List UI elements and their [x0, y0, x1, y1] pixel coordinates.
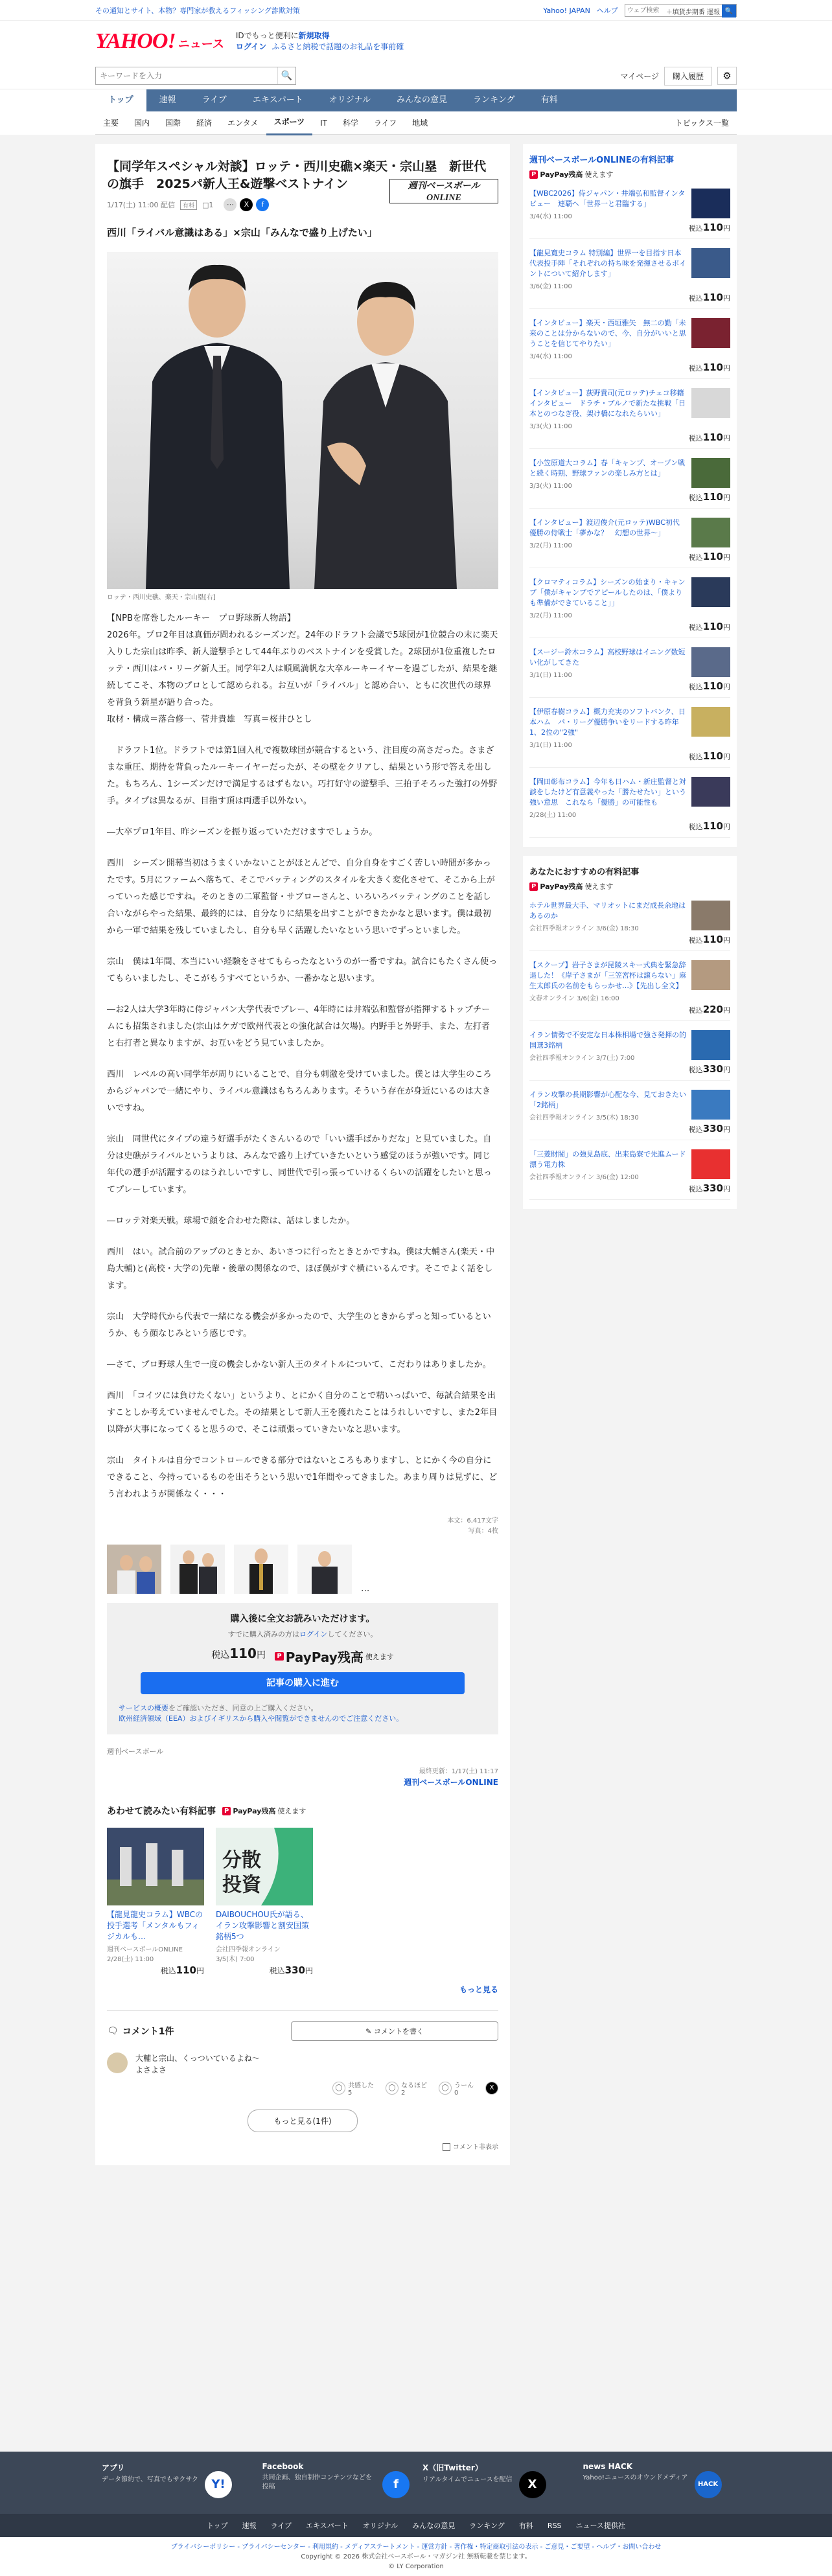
share-icon[interactable]: ⋯	[224, 198, 237, 211]
paragraph: 【NPBを席巻したルーキー プロ野球新人物語】	[107, 614, 296, 623]
x-share-icon[interactable]: X	[240, 198, 253, 211]
recommended-paid-articles: あなたにおすすめの有料記事 P PayPay残高 使えます ホテル世界最大手、マリオットにまだ成長余地はあるのか 会社四季報オンライン 3/6(金) 18:30 税込110円 【スクープ】岩子さまが昆陵スキー式典を緊急辞退した！《岸子さまが「三笠宮杯は譲らない」麻生太郎氏の名前をもらっかせ…》【先出し全文】 文春オンライン 3/6(金) 16:00 税込220円 イラン情勢で不安定な日本株相場で強さ発揮の的国選3銘柄 会社四季報オンライン 3/7(土) 7:00 税込330円 イラン攻撃の長期影響が心配な今、見ておきたい「2銘柄」 会社四季報オンライン 3/5(木) 18:30 税込330円 「三菱財閥」の強見島底、出来島寮で先進ムード漂う電力株 会社四季報オンライン 3/6(金) 12:00 税込330円	[523, 856, 737, 1209]
newshack-icon: HACK	[695, 2471, 722, 2498]
hmm-button[interactable]: ◯ うーん 0	[439, 2080, 474, 2097]
insightful-button[interactable]: ◯ なるほど 2	[386, 2080, 427, 2097]
tab-top[interactable]: トップ	[95, 89, 146, 111]
more-related-link[interactable]: もっと見る	[459, 1985, 498, 1994]
copyright: Copyright © 2026 株式会社ベースボール・マガジン社 無断転載を禁じます。	[301, 2553, 531, 2560]
top-bar	[0, 0, 832, 21]
id-promo: IDでもっと便利に	[235, 31, 299, 40]
lightbulb-icon: ◯	[386, 2082, 399, 2095]
login-link[interactable]: ログイン	[299, 1630, 328, 1639]
source-credit: 週刊ベースボール	[107, 1747, 164, 1756]
photo-thumbnail[interactable]	[107, 1545, 161, 1594]
corporation: © LY Corporation	[388, 2563, 444, 2570]
sidebar-heading: あなたにおすすめの有料記事	[529, 868, 640, 877]
paypay-icon: P	[222, 1807, 231, 1815]
subtab-domestic[interactable]: 国内	[134, 118, 150, 128]
paragraph: ドラフト1位。ドラフトでは第1回入札で複数球団が競合するという、注目度の高さだった。さまざまな重圧、期待を背負ったルーキーイヤーだったが、その壁をクリアし、結果という形で答えを出した。もちろん、1シーズンだけで満足するはずもない。巧打好守の遊撃手、三拍子そろった強打の外野手。タイプは異なるが、目指す頂は両選手以外ない。	[107, 746, 498, 806]
comments-section	[107, 2010, 498, 2151]
last-updated: 最終更新：1/17(土) 11:17	[419, 1768, 498, 1775]
related-paid-articles: あわせて読みたい有料記事 P PayPay残高 使えます 【龍見龍史コラム】WBCの投手選考「メンタルもフィジカルも… 週刊ベースボールONLINE 2/28(土) 11:00 税込110円 分散 投資 DAIBOUCHOU氏が語る、イラン攻撃影響と割安国策銘柄5つ 会社四季報オンライン 3/5(木) 7:00 税込330円 もっと見る	[107, 1804, 498, 1995]
site-footer	[0, 2452, 832, 2576]
photo-thumbnail[interactable]	[234, 1545, 288, 1594]
service-overview-link[interactable]: サービスの概要	[119, 1704, 168, 1712]
subtab-it[interactable]: IT	[320, 118, 327, 128]
search-icon[interactable]: 🔍	[277, 67, 295, 84]
article-body	[107, 610, 498, 1503]
photo-thumbnails	[107, 1545, 498, 1594]
gear-icon[interactable]: ⚙	[717, 67, 737, 85]
footer-nav	[0, 2514, 832, 2537]
players-photo	[107, 252, 498, 589]
promo-link[interactable]: その通知とサイト、本物？専門家が教えるフィッシング詐欺対策	[95, 6, 300, 15]
signup-link[interactable]: 新規取得	[298, 31, 330, 40]
footer-newshack[interactable]: news HACK Yahoo!ニュースのオウンドメディア HACK	[577, 2452, 737, 2509]
sidebar-item[interactable]: 「三菱財閥」の強見島底、出来島寮で先進ムード漂う電力株 会社四季報オンライン 3/6(金) 12:00 税込330円	[529, 1149, 730, 1200]
subtab-economy[interactable]: 経済	[196, 118, 213, 128]
mypage-link[interactable]: マイページ	[620, 71, 659, 81]
subtab-major[interactable]: 主要	[103, 118, 119, 128]
price: 税込110円 P PayPay残高 使えます	[211, 1646, 394, 1665]
footer-link[interactable]: RSS	[547, 2521, 562, 2530]
help-link[interactable]: ヘルプ	[596, 6, 618, 15]
paypay-icon: P	[529, 882, 538, 891]
sidebar-heading[interactable]: 週刊ベースボールONLINEの有料記事	[529, 155, 674, 165]
app-icon: Y!	[205, 2471, 232, 2498]
publish-date: 1/17(土) 11:00 配信	[107, 201, 175, 209]
footer-link[interactable]: エキスパート	[306, 2522, 349, 2530]
x-share-icon[interactable]: X	[485, 2080, 498, 2097]
web-search-option[interactable]: ＋填貨歩期番 運報	[665, 9, 720, 16]
sidebar-item[interactable]: イラン攻撃の長期影響が心配な今、見ておきたい「2銘柄」 会社四季報オンライン 3/5(木) 18:30 税込330円	[529, 1090, 730, 1140]
sidebar-list	[529, 189, 730, 838]
main-tabs	[95, 89, 737, 111]
subtab-region[interactable]: 地域	[412, 118, 428, 128]
paragraph: ―お2人は大学3年時に侍ジャパン大学代表でプレー、4年時には井端弘和監督が指揮するトップチームにも招集されました(宗山はケガで欧州代表との強化試合は欠場)。内野手と外野手、また、左打者と右打者と異なりますが、お互いをどう見ていましたか。	[107, 1005, 491, 1048]
more-photos[interactable]: ...	[361, 1583, 370, 1594]
sidebar-item[interactable]: 【インタビュー】荻野貴司(元ロッテ)チェコ移籍インタビュー ドラチ・ブルノで新たな挑戦「日本とのつなぎ役、架け橋になれたらいい」 3/3(火) 11:00 税込110円	[529, 388, 730, 449]
paragraph: 宗山 同世代にタイプの違う好選手がたくさんいるので「いい選手ばかりだな」と見ていました。自分は史礁がライバルというよりは、みんなで盛り上げていきたいという感覚のほうが強いです。同じ年代の選手が活躍するのはうれしいですし、同世代で引っ張っていけるくらいの活躍をしたいと思ってプレーしています。	[107, 1134, 492, 1195]
photo-thumbnail[interactable]	[170, 1545, 225, 1594]
login-link[interactable]: ログイン	[235, 42, 267, 51]
svg-text:分散: 分散	[222, 1849, 261, 1872]
sidebar-item[interactable]: 【スージー鈴木コラム】高校野球はイニング数短い化がしてきた 3/1(日) 11:00 税込110円	[529, 647, 730, 698]
eea-notice: 欧州経済領域（EEA）およびイギリスから購入や閲覧ができませんのでご注意ください。	[119, 1714, 404, 1723]
paragraph: 西川 「コイツには負けたくない」というより、とにかく自分のことで精いっぱいで、毎試合結果を出すことしか考えていませんでした。その結果として新人王を獲れたことはうれしいですし、また2年目以降が大事になってくると思うので、そこは頑張っていきたいなと思います。	[107, 1391, 498, 1434]
category-tabs	[95, 111, 737, 135]
navigation	[0, 89, 832, 135]
web-search-input[interactable]	[625, 5, 664, 16]
article	[95, 144, 510, 2165]
hide-comments-toggle[interactable]: コメント非表示	[107, 2141, 498, 2151]
agree-button[interactable]: ◯ 共感した 5	[332, 2080, 374, 2097]
tab-opinions[interactable]: みんなの意見	[396, 95, 447, 105]
yahoo-japan-link[interactable]: Yahoo! JAPAN	[543, 6, 590, 15]
publisher-logo[interactable]: 週刊ベースボール ONLINE	[389, 179, 498, 203]
sidebar-item[interactable]: ホテル世界最大手、マリオットにまだ成長余地はあるのか 会社四季報オンライン 3/6(金) 18:30 税込110円	[529, 901, 730, 951]
tab-original[interactable]: オリジナル	[329, 95, 371, 105]
write-comment-button[interactable]: ✎ コメントを書く	[291, 2021, 498, 2041]
sidebar-item[interactable]: 【WBC2026】侍ジャパン・井端弘和監督インタビュー 連覇へ「世界一と君臨する」 3/4(水) 11:00 税込110円	[529, 189, 730, 239]
sidebar-item[interactable]: 【インタビュー】楽天・西垣雅矢 無二の勤「未来のことは分からないので、今、自分がいいと思うことを信じてやりたい」 3/4(水) 11:00 税込110円	[529, 318, 730, 379]
footer-link[interactable]: オリジナル	[362, 2522, 399, 2530]
paypay-badge: P PayPay残高 使えます	[275, 1647, 393, 1666]
facebook-icon: f	[382, 2471, 410, 2498]
tab-live[interactable]: ライブ	[202, 95, 227, 105]
subtab-world[interactable]: 国際	[165, 118, 181, 128]
comment-text: よさよさ	[135, 2065, 167, 2075]
footer-link[interactable]: みんなの意見	[412, 2522, 456, 2530]
legal-links[interactable]: プライバシーポリシー - プライバシーセンター - 利用規約 - メディアステートメント - 運営方針 - 著作権・特定商取引法の表示 - ご意見・ご要望 - ヘルプ・お問い合わせ	[170, 2544, 662, 2551]
purchase-history-button[interactable]: 購入履歴	[664, 67, 712, 86]
subtab-life[interactable]: ライフ	[374, 118, 397, 128]
paragraph: 宗山 僕は1年間、本当にいい経験をさせてもらったなというのが一番ですね。試合にもたくさん使ってもらいましたし、そこがもうすべてというか、一番かなと思います。	[107, 957, 498, 983]
furusato-link[interactable]: ふるさと納税で話題のお礼品を事前確	[272, 42, 404, 51]
search-row	[0, 62, 832, 89]
paragraph: ―さて、プロ野球人生で一度の機会しかない新人王のタイトルについて、こだわりはありましたか。	[107, 1360, 491, 1370]
hmm-icon: ◯	[439, 2082, 452, 2095]
paypay-icon: P	[529, 170, 538, 179]
buy-article-button[interactable]: 記事の購入に進む	[141, 1672, 465, 1694]
paragraph: ―ロッテ対楽天戦。球場で顔を合わせた際は、話はしましたか。	[107, 1216, 355, 1226]
sidebar-item[interactable]: 【伊原春樹コラム】概力充実のソフトバンク、日本ハム パ・リーグ優勝争いをリードする昨年1、2位の"2強" 3/1(日) 11:00 税込110円	[529, 707, 730, 768]
article-lede: 西川「ライバル意識はある」×宗山「みんなで盛り上げたい」	[107, 227, 377, 238]
comment-icon: 🗨	[107, 2026, 119, 2036]
footer-link[interactable]: 速報	[242, 2522, 257, 2530]
footer-link[interactable]: トップ	[207, 2522, 228, 2530]
paragraph: ―大卒プロ1年目、昨シーズンを振り返っていただけますでしょうか。	[107, 827, 378, 837]
tab-ranking[interactable]: ランキング	[473, 95, 515, 105]
footer-facebook[interactable]: Facebook 共同企画、独自制作コンテンツなどを投稿 f	[256, 2452, 417, 2509]
x-icon: X	[519, 2471, 546, 2498]
related-card[interactable]: 【龍見龍史コラム】WBCの投手選考「メンタルもフィジカルも… 週刊ベースボールONLINE 2/28(土) 11:00 税込110円	[107, 1828, 204, 1976]
tab-expert[interactable]: エキスパート	[252, 95, 303, 105]
sidebar-list	[529, 901, 730, 1200]
facebook-share-icon[interactable]: f	[256, 198, 269, 211]
keyword-input[interactable]	[96, 67, 277, 84]
sidebar	[523, 144, 737, 1209]
paragraph: 西川 レベルの高い同学年が周りにいることで、自分も刺激を受けていました。僕とは大学生のころからジャパンで一緒にやり、ライバル意識はもちろんあります。そういう存在が身近にいるのは大きいですね。	[107, 1070, 492, 1113]
subtab-entertainment[interactable]: エンタメ	[227, 118, 259, 128]
subtab-science[interactable]: 科学	[343, 118, 359, 128]
footer-link[interactable]: ライブ	[270, 2522, 292, 2530]
sidebar-item[interactable]: イラン情勢で不安定な日本株相場で強さ発揮の的国選3銘柄 会社四季報オンライン 3/7(土) 7:00 税込330円	[529, 1030, 730, 1081]
sidebar-item[interactable]: 【クロマティコラム】シーズンの始まり・キャンプ「僕がキャンプでアピールしたのは、「僕よりも準備ができていること」」 3/2(月) 11:00 税込110円	[529, 577, 730, 638]
source-link[interactable]: 週刊ベースボールONLINE	[404, 1778, 498, 1787]
paragraph: 宗山 大学時代から代表で一緒になる機会が多かったので、大学生のときからずっと知っているというか、もう顔なじみという感じです。	[107, 1312, 491, 1339]
avatar[interactable]	[107, 2053, 128, 2073]
related-heading: あわせて読みたい有料記事	[107, 1806, 216, 1817]
footer-link[interactable]: 有料	[518, 2522, 533, 2530]
more-comments-button[interactable]: もっと見る(1件)	[248, 2110, 358, 2132]
sidebar-item[interactable]: 【岡田彰布コラム】今年も日ハム・新庄監督と対談をしたけど有意義やった「勝たせたい」という強い意思 これなら「優勝」の可能性も 2/28(土) 11:00 税込110円	[529, 777, 730, 838]
footer-link[interactable]: ランキング	[469, 2522, 505, 2530]
comment-item	[107, 2053, 498, 2076]
photo-thumbnail[interactable]	[297, 1545, 352, 1594]
related-thumbnail	[107, 1828, 204, 1905]
article-title: 【同学年スペシャル対談】ロッテ・西川史礁×楽天・宗山塁 新世代の旗手 2025パ新人王&遊撃ベストナイン	[107, 159, 487, 191]
keyword-search	[95, 67, 296, 85]
comment-count[interactable]: □1	[202, 200, 214, 209]
sidebar-item[interactable]: 【スクープ】岩子さまが昆陵スキー式典を緊急辞退した！《岸子さまが「三笠宮杯は譲らない」麻生太郎氏の名前をもらっかせ…》【先出し全文】 文春オンライン 3/6(金) 16:00 税込220円	[529, 960, 730, 1021]
pencil-icon: ✎	[365, 2027, 374, 2036]
photo-caption: ロッテ・西川史礁、楽天・宗山塁[右]	[107, 594, 216, 601]
web-search-button[interactable]	[722, 5, 736, 17]
footer-x[interactable]: X（旧Twitter） リアルタイムでニュースを配信 X	[416, 2452, 577, 2509]
photo-count: 写真：4枚	[468, 1528, 498, 1535]
main-photo[interactable]	[107, 252, 498, 589]
agree-icon: ◯	[332, 2082, 345, 2095]
paid-badge: 有料	[180, 200, 197, 210]
comment-reactions	[107, 2080, 498, 2097]
tab-breaking[interactable]: 速報	[159, 95, 176, 105]
paragraph: 2026年。プロ2年目は真価が問われるシーズンだ。24年のドラフト会議で5球団が1位競合の末に楽天入りした宗山は昨季、新人遊撃手として44年ぶりのベストナインを受賞した。2球団が1位重複したロッテ・西川はパ・リーグ新人王。同学年2人は順風満帆な大卒ルーキーイヤーを過ごしたが、結果を継続してこそ、本物のプロとして認められる。お互いが「ライバル」と認め合い、ともに次世代の球界を背負う新星が語り合った。 取材・構成＝落合修一、菅井貴雄 写真＝桜井ひとし	[107, 630, 498, 724]
paragraph: 宗山 タイトルは自分でコントロールできる部分ではないところもありますし、とにかく今の自分にできること、今持っているものを出そうという思いで1年間やってきました。あまり周りは見ずに、どう言われようが関係なく・・・	[107, 1456, 498, 1499]
footer-link[interactable]: ニュース提供社	[575, 2522, 625, 2530]
search-icon: 🔍	[724, 8, 734, 15]
site-header	[0, 21, 832, 62]
footer-app[interactable]: アプリ データ節約で、写真でもサクサク Y!	[95, 2452, 256, 2509]
tab-paid[interactable]: 有料	[540, 95, 558, 105]
web-search-box	[625, 4, 737, 17]
subtab-sports[interactable]: スポーツ	[266, 110, 313, 135]
paypay-icon: P	[275, 1652, 283, 1661]
paragraph: 西川 はい。試合前のアップのときとか、あいさつに行ったときとかですね。僕は大輔さん(楽天・中島大輔)と(高校・大学の)先輩・後輩の関係なので、ほぼ僕がすぐ横にいるんです。そこでよく話をします。	[107, 1247, 495, 1291]
sidebar-item[interactable]: 【龍見寛史コラム 特別編】世界一を目指す日本代表投手陣「それぞれの持ち味を発揮させるポイントについて紹介します」 3/6(金) 11:00 税込110円	[529, 248, 730, 309]
comment-text: 大輔と宗山、くっついているよね～	[135, 2054, 260, 2063]
sidebar-item[interactable]: 【インタビュー】渡辺俊介(元ロッテ)WBC初代優勝の侍戦士「夢かな？ 幻想の世界～」 3/2(月) 11:00 税込110円	[529, 518, 730, 568]
paragraph: 西川 シーズン開幕当初はうまくいかないことがほとんどで、自分自身をすごく苦しい時間が多かったです。5月にファームへ落ちて、そこでバッティングのスタイルを大きく変化させて、そこから上がっていった感じですね。そのときの二軍監督・サブローさんと、いろいろバッティングのことを話し合いながらやった結果、最終的には、自分なりに結果を出すことができたかなと思います。僕は最初から一軍で結果を残していましたし、自分も早く活躍したいなという思いでずっといました。	[107, 858, 495, 936]
char-count: 本文：6,417文字	[447, 1517, 498, 1524]
checkbox-icon	[443, 2143, 450, 2151]
related-thumbnail	[216, 1828, 313, 1905]
yahoo-news-logo[interactable]: YAHOO! ニュース	[95, 29, 224, 53]
sidebar-item[interactable]: 【小笠原道大コラム】春「キャンプ、オープン戦と続く時期、野球ファンの楽しみ方とは」 3/3(火) 11:00 税込110円	[529, 458, 730, 509]
related-card[interactable]: 分散 投資 DAIBOUCHOU氏が語る、イラン攻撃影響と割安国策銘柄5つ 会社四季報オンライン 3/5(木) 7:00 税込330円	[216, 1828, 313, 1976]
svg-text:投資: 投資	[222, 1874, 261, 1896]
topics-list-link[interactable]: トピックス一覧	[675, 118, 729, 128]
paywall-box: 購入後に全文お読みいただけます。 すでに購入済みの方はログインしてください。 税込110円 P PayPay残高 使えます 記事の購入に進む サービスの概要をご確認いただき、同意の上ご購入ください。 欧州経済領域（EEA）およびイギリスから購入や閲覧ができませんのでご注意ください。	[107, 1603, 498, 1734]
publisher-paid-articles: 週刊ベースボールONLINEの有料記事 P PayPay残高 使えます 【WBC2026】侍ジャパン・井端弘和監督インタビュー 連覇へ「世界一と君臨する」 3/4(水) 11:00 税込110円 【龍見寛史コラム 特別編】世界一を目指す日本代表投手陣「それぞれの持ち味を発揮させるポイントについて紹介します」 3/6(金) 11:00 税込110円 【インタビュー】楽天・西垣雅矢 無二の勤「未来のことは分からないので、今、自分がいいと思うことを信じてやりたい」 3/4(水) 11:00 税込110円 【インタビュー】荻野貴司(元ロッテ)チェコ移籍インタビュー ドラチ・ブルノで新たな挑戦「日本とのつなぎ役、架け橋になれたらいい」 3/3(火) 11:00 税込110円 【小笠原道大コラム】春「キャンプ、オープン戦と続く時期、野球ファンの楽しみ方とは」 3/3(火) 11:00 税込110円 【インタビュー】渡辺俊介(元ロッテ)WBC初代優勝の侍戦士「夢かな？ 幻想の世界～」 3/2(月) 11:00 税込110円 【クロマティコラム】シーズンの始まり・キャンプ「僕がキャンプでアピールしたのは、「僕よりも準備ができていること」」 3/2(月) 11:00 税込110円 【スージー鈴木コラム】高校野球はイニング数短い化がしてきた 3/1(日) 11:00 税込110円 【伊原春樹コラム】概力充実のソフトバンク、日本ハム パ・リーグ優勝争いをリードする昨年1、2位の"2強" 3/1(日) 11:00 税込110円 【岡田彰布コラム】今年も日ハム・新庄監督と対談をしたけど有意義やった「勝たせたい」という強い意思 これなら「優勝」の可能性も 2/28(土) 11:00 税込110円	[523, 144, 737, 847]
paywall-heading: 購入後に全文お読みいただけます。	[230, 1614, 375, 1624]
comments-heading: コメント1件	[122, 2027, 174, 2037]
